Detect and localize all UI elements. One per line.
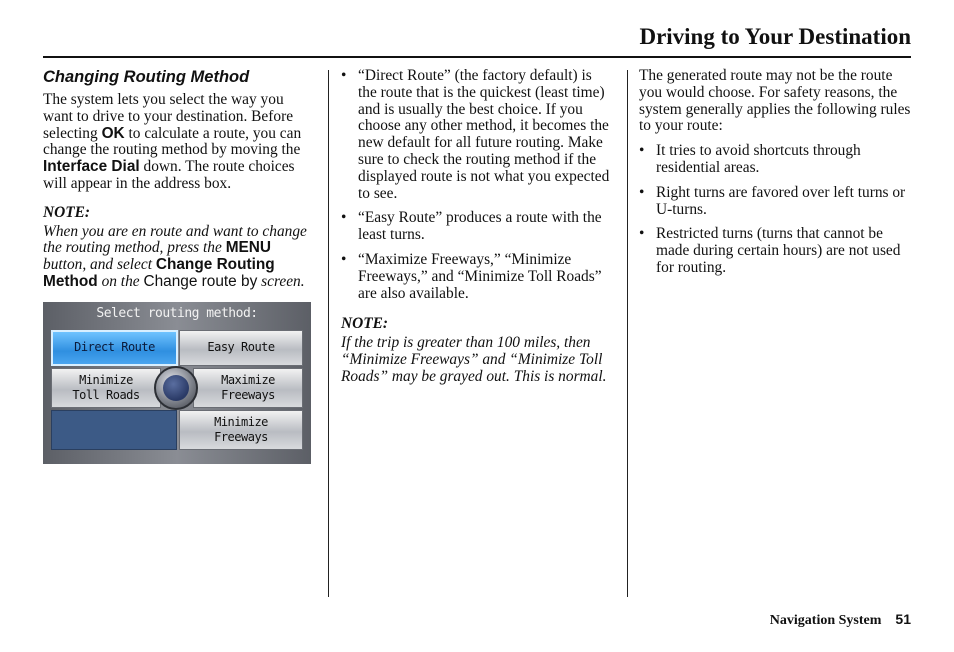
- route-rules-list: [639, 143, 911, 277]
- list-item: [639, 185, 911, 219]
- list-item-text: “Easy Route” produces a route with the least turns.: [358, 209, 602, 244]
- note-label: NOTE:: [341, 315, 389, 333]
- section-heading: Changing Routing Method: [43, 68, 250, 86]
- route-options-list: [341, 68, 613, 302]
- list-item-text: It tries to avoid shortcuts through residential areas.: [656, 142, 861, 176]
- list-item-text: “Maximize Freeways,” “Minimize Freeways,” and “Minimize Toll Roads” are also available.: [358, 250, 602, 302]
- list-item-text: Right turns are favored over left turns or U-turns.: [656, 183, 906, 218]
- intro-paragraph: [43, 92, 315, 193]
- column-divider: [328, 70, 329, 597]
- interface-dial-key: Interface Dial: [43, 158, 140, 176]
- page-footer: [770, 611, 911, 629]
- bullet-icon: •: [639, 142, 645, 160]
- note-text: on the: [97, 272, 144, 290]
- note-paragraph: [43, 224, 315, 291]
- bullet-icon: •: [341, 209, 347, 227]
- menu-key: MENU: [225, 239, 272, 257]
- intro-text: The system lets you select the way you want to drive to your destination. Before selecting: [43, 91, 294, 142]
- note-text: button, and select: [43, 256, 156, 274]
- column-1: [43, 68, 315, 464]
- note-text: When you are en route and want to change the routing method, press the: [43, 222, 307, 257]
- column-3: [639, 68, 911, 285]
- page-number: 51: [895, 611, 911, 627]
- column-divider: [627, 70, 628, 597]
- bullet-icon: •: [341, 250, 347, 268]
- option-minimize-freeways[interactable]: Minimize Freeways: [179, 410, 303, 450]
- option-direct-route[interactable]: Direct Route: [51, 330, 178, 366]
- ok-key: OK: [101, 124, 125, 142]
- change-route-by-screen: Change route by: [143, 272, 258, 290]
- column-2: [341, 68, 613, 386]
- list-item: [639, 226, 911, 276]
- list-item-text: “Direct Route” (the factory default) is the route that is the quickest (least time) and is usually the best choice. If you choose any other method, it becomes the new default for all future routing. Make sure to check the routing method if the displayed route is not what you expected to see.: [358, 67, 610, 202]
- option-minimize-toll-roads[interactable]: Minimize Toll Roads: [51, 368, 161, 408]
- rules-intro: The generated route may not be the route you would choose. For safety reasons, the system generally applies the following rules to your route:: [639, 67, 911, 135]
- intro-text: down. The route choices will appear in the address box.: [43, 158, 295, 192]
- note-text: If the trip is greater than 100 miles, then “Minimize Freeways” and “Minimize Toll Roads” may be grayed out. This is normal.: [341, 334, 607, 385]
- option-maximize-freeways[interactable]: Maximize Freeways: [193, 368, 303, 408]
- routing-method-screen: [43, 302, 311, 464]
- interface-dial-icon: [154, 366, 198, 410]
- page-title: Driving to Your Destination: [639, 24, 911, 49]
- intro-text: to calculate a route, you can change the routing method by moving the: [43, 124, 302, 159]
- list-item: [639, 143, 911, 177]
- list-item: [341, 252, 613, 302]
- empty-option-slot: [51, 410, 177, 450]
- bullet-icon: •: [341, 67, 347, 84]
- bullet-icon: •: [639, 183, 645, 201]
- screen-title: Select routing method:: [96, 305, 258, 321]
- option-easy-route[interactable]: Easy Route: [179, 330, 303, 366]
- bullet-icon: •: [639, 225, 645, 243]
- footer-label: Navigation System: [769, 613, 882, 628]
- note-text: screen.: [257, 272, 305, 290]
- header-rule: [43, 56, 911, 58]
- change-routing-method-key: Change Routing Method: [43, 256, 275, 290]
- note-label: NOTE:: [43, 203, 91, 221]
- list-item: [341, 68, 613, 202]
- list-item-text: Restricted turns (turns that cannot be made during certain hours) are not used for routing.: [656, 225, 901, 276]
- list-item: [341, 210, 613, 244]
